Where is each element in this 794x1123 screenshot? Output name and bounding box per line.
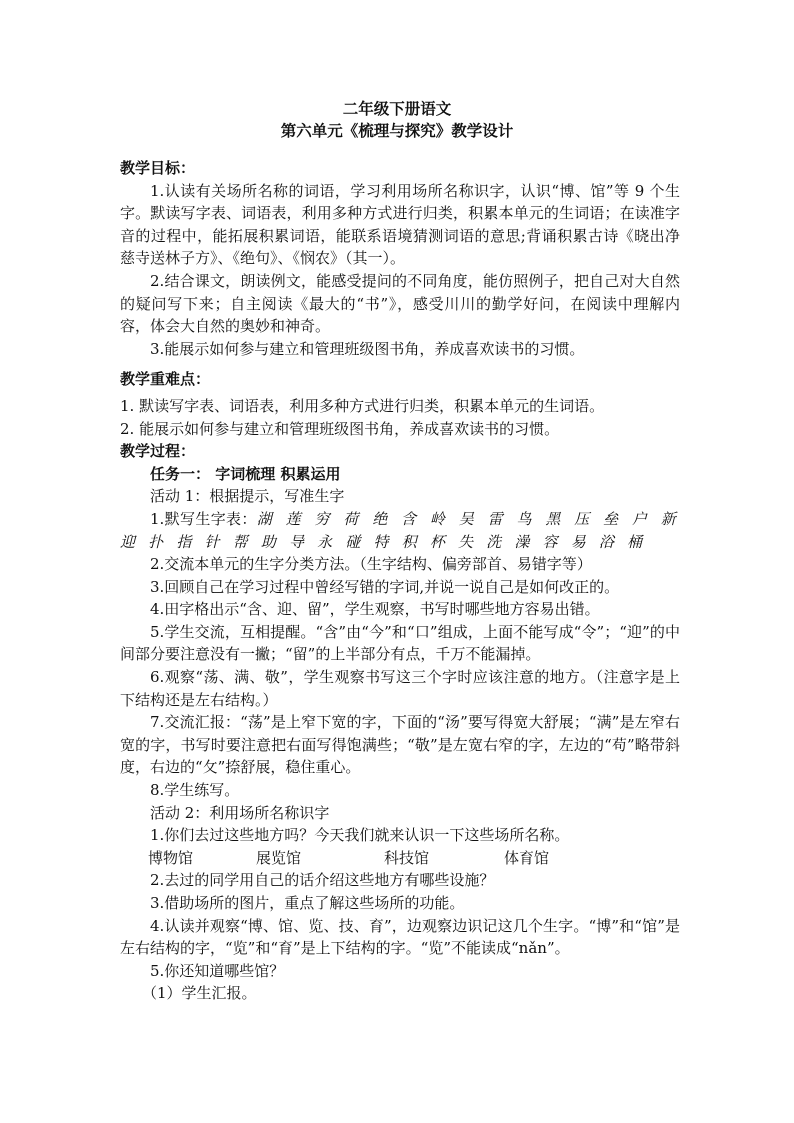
- activity-1-step-4: 4.田字格出示“含、迎、留”，学生观察，书写时哪些地方容易出错。: [150, 600, 600, 619]
- keypoint-1: 1. 默读写字表、词语表，利用多种方式进行归类，积累本单元的生词语。: [120, 396, 605, 415]
- document-title: 二年级下册语文: [342, 99, 452, 118]
- venue-name: 科技馆: [384, 848, 430, 867]
- activity-2-heading: 活动 2：利用场所名称识字: [150, 803, 330, 822]
- activity-1-step-3: 3.回顾自己在学习过程中曾经写错的字词,并说一说自己是如何改正的。: [150, 577, 620, 596]
- venue-name: 展览馆: [256, 848, 302, 867]
- task-1-heading: 任务一： 字词梳理 积累运用: [150, 464, 341, 483]
- activity-2-step-5-sub-1: （1）学生汇报。: [142, 984, 257, 1003]
- keypoint-2: 2. 能展示如何参与建立和管理班级图书角，养成喜欢读书的习惯。: [120, 419, 560, 438]
- document-subtitle: 第六单元《梳理与探究》教学设计: [280, 121, 514, 140]
- activity-1-heading: 活动 1：根据提示，写准生字: [150, 487, 345, 506]
- venue-name: 博物馆: [148, 848, 194, 867]
- activity-2-step-2: 2.去过的同学用自己的话介绍这些地方有哪些设施？: [150, 871, 495, 890]
- activity-2-step-3: 3.借助场所的图片，重点了解这些场所的功能。: [150, 894, 465, 912]
- activity-1-step-2: 2.交流本单元的生字分类方法。（生字结构、偏旁部首、易错字等）: [150, 555, 592, 574]
- activity-2-step-4: 4.认读并观察“博、馆、览、技、育”，边观察边识记这几个生字。“博”和“馆”是左右结构的字，“览”和“育”是上下结构的字。“览”不能读成“nǎn”。: [120, 916, 680, 958]
- venue-names-row: [120, 847, 680, 870]
- activity-1-step-7: 7.交流汇报：“荡”是上窄下宽的字，下面的“汤”要写得宽大舒展；“满”是左窄右宽的字，书写时要注意把右面写得饱满些；“敬”是左宽右窄的字，左边的“苟”略带斜度，右边的“攵”捺舒展，稳住重心。: [120, 713, 680, 777]
- document-body: [120, 157, 680, 1005]
- process-heading: 教学过程：: [120, 442, 196, 461]
- venue-name: 体育馆: [504, 848, 550, 867]
- step-1-prefix: 1.默写生字表：: [150, 509, 257, 528]
- activity-1-step-1: [120, 508, 680, 553]
- activity-2-step-5: 5.你还知道哪些馆？: [150, 961, 285, 980]
- activity-1-step-5: 5.学生交流，互相提醒。“含”由“今”和“口”组成，上面不能写成“令”；“迎”的中间部分要注意没有一撇；“留”的上半部分有点，千万不能漏掉。: [120, 622, 680, 664]
- activity-1-step-6: 6.观察“荡、满、敬”，学生观察书写这三个字时应该注意的地方。（注意字是上下结构还是左右结构。）: [120, 668, 680, 709]
- objectives-heading: 教学目标：: [120, 159, 196, 177]
- objective-1: 1.认读有关场所名称的词语，学习利用场所名称识字，认识“博、馆”等 9 个生字。默读写字表、词语表，利用多种方式进行归类，积累本单元的生词语；在读准字音的过程中，能拓展积累词语，能联系语境猜测词语的意思;背诵积累古诗《晓出净慈寺送林子方》、《绝句》、《悯农》（其一）。: [120, 181, 680, 268]
- activity-2-step-1: 1.你们去过这些地方吗？今天我们就来认识一下这些场所名称。: [150, 826, 570, 845]
- activity-1-step-8: 8.学生练写。: [150, 781, 240, 800]
- objective-3: 3.能展示如何参与建立和管理班级图书角，养成喜欢读书的习惯。: [150, 339, 585, 358]
- keypoints-heading: 教学重难点：: [120, 370, 211, 389]
- objective-2: 2.结合课文，朗读例文，能感受提问的不同角度，能仿照例子，把自己对大自然的疑问写下来；自主阅读《最大的“书”》，感受川川的勤学好问，在阅读中理解内容，体会大自然的奥妙和神奇。: [120, 271, 680, 336]
- new-characters-list: 湖 莲 穷 荷 绝 含 岭 吴 雷 鸟 黑 压 垒 户 新 迎 扑 指 针 帮 助 导 永 碰 特 积 杯 失 洗 澡 容 易 浴 桶: [120, 509, 681, 551]
